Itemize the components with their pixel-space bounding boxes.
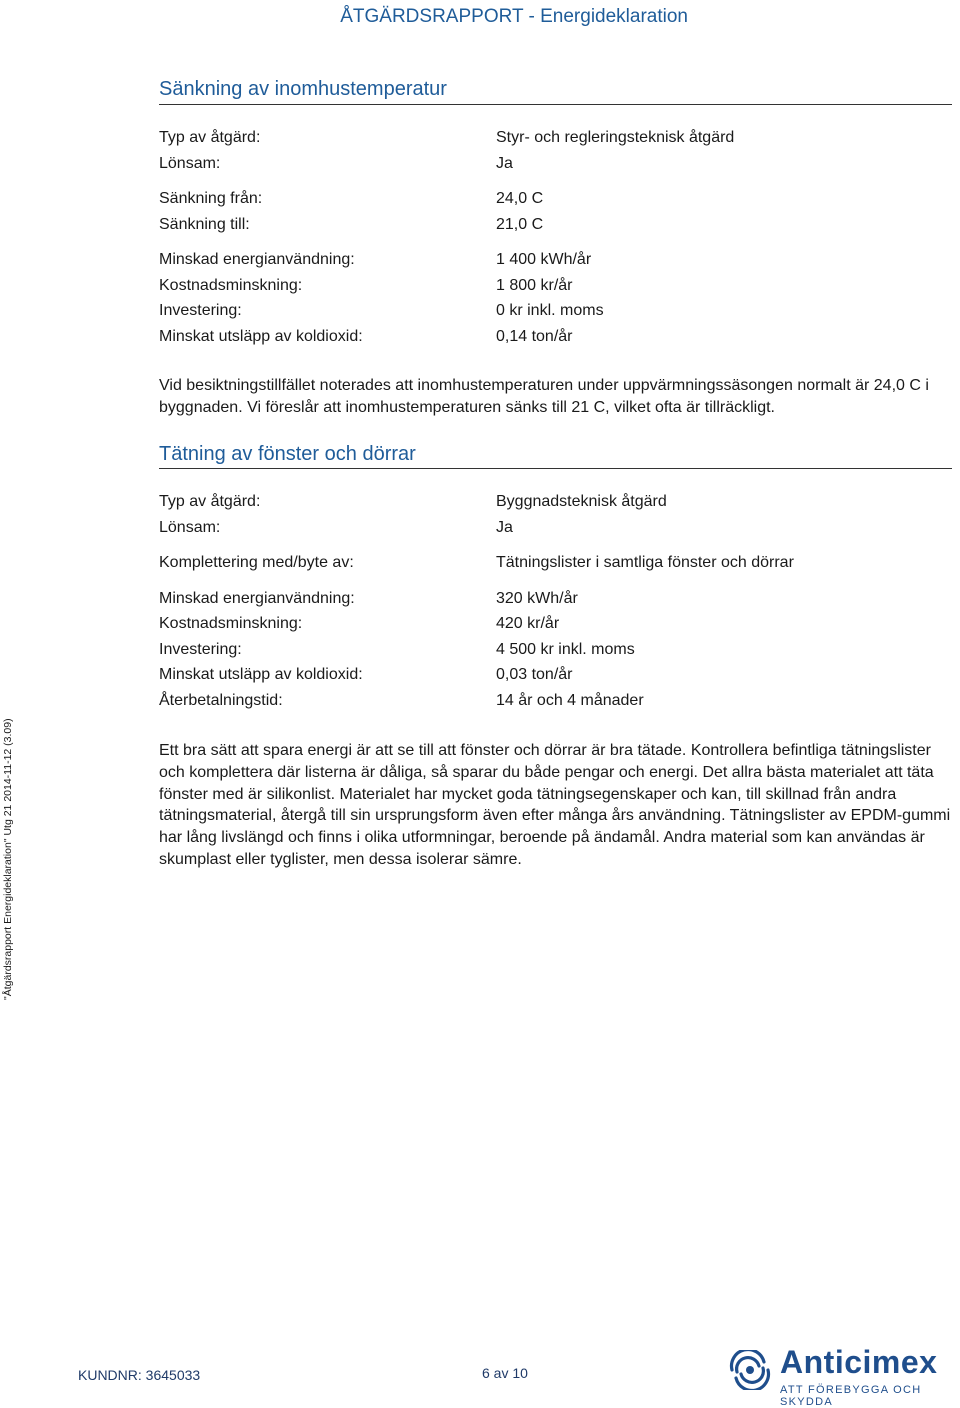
detail-value: 0,03 ton/år bbox=[496, 666, 573, 683]
detail-label: Komplettering med/byte av: bbox=[159, 554, 354, 571]
detail-value: Ja bbox=[496, 518, 513, 536]
detail-row bbox=[159, 125, 952, 151]
detail-value: 1 400 kWh/år bbox=[496, 251, 592, 268]
detail-label: Minskad energianvändning: bbox=[159, 589, 355, 607]
detail-row bbox=[159, 324, 952, 350]
anticimex-logo bbox=[728, 1344, 956, 1408]
detail-label: Investering: bbox=[159, 302, 242, 319]
section-divider bbox=[159, 468, 952, 469]
detail-value: Styr- och regleringsteknisk åtgärd bbox=[496, 129, 735, 146]
measure-details-sealing bbox=[159, 489, 952, 713]
detail-row bbox=[159, 662, 952, 688]
detail-label: Kostnadsminskning: bbox=[159, 276, 303, 294]
detail-label: Minskat utsläpp av koldioxid: bbox=[159, 666, 363, 683]
detail-value: 24,0 C bbox=[496, 190, 544, 207]
detail-value: 4 500 kr inkl. moms bbox=[496, 640, 635, 658]
customer-number: KUNDNR: 3645033 bbox=[78, 1367, 201, 1383]
detail-value: 1 800 kr/år bbox=[496, 276, 573, 294]
logo-tagline: ATT FÖREBYGGA OCH SKYDDA bbox=[780, 1384, 922, 1408]
detail-label: Lönsam: bbox=[159, 154, 221, 172]
detail-row bbox=[159, 688, 952, 714]
detail-row bbox=[159, 298, 952, 324]
detail-label: Sänkning till: bbox=[159, 215, 250, 233]
sidebar-version-text: "Åtgärdsrapport Energideklaration" Utg 21 2014-11-12 (3.09) bbox=[2, 718, 14, 1000]
section-title-sealing: Tätning av fönster och dörrar bbox=[159, 443, 416, 465]
detail-row bbox=[159, 637, 952, 663]
detail-value: 320 kWh/år bbox=[496, 589, 578, 607]
anticimex-logo-icon bbox=[728, 1350, 772, 1390]
page-number: 6 av 10 bbox=[482, 1365, 528, 1381]
detail-label: Typ av åtgärd: bbox=[159, 493, 261, 510]
detail-row bbox=[159, 247, 952, 273]
detail-label: Minskad energianvändning: bbox=[159, 251, 355, 268]
detail-value: 21,0 C bbox=[496, 215, 544, 233]
detail-row bbox=[159, 611, 952, 637]
detail-value: 0,14 ton/år bbox=[496, 327, 573, 345]
detail-row bbox=[159, 151, 952, 177]
detail-row bbox=[159, 550, 952, 576]
detail-label: Typ av åtgärd: bbox=[159, 129, 261, 146]
detail-value: Ja bbox=[496, 154, 513, 172]
detail-row bbox=[159, 489, 952, 515]
detail-row bbox=[159, 273, 952, 299]
detail-value: 420 kr/år bbox=[496, 615, 560, 632]
report-title: ÅTGÄRDSRAPPORT - Energideklaration bbox=[340, 6, 688, 27]
logo-wordmark: Anticimex bbox=[780, 1344, 938, 1380]
detail-value: 0 kr inkl. moms bbox=[496, 302, 604, 319]
section-description-temperature: Vid besiktningstillfället noterades att inomhustemperaturen under uppvärmningssäsongen normalt är 24,0 C i byggnaden. Vi föreslår att inomhustemperaturen sänks till 21 C, vilket ofta är tillräckligt. bbox=[159, 377, 929, 416]
detail-label: Investering: bbox=[159, 640, 242, 658]
detail-label: Återbetalningstid: bbox=[159, 691, 283, 709]
section-divider bbox=[159, 104, 952, 105]
detail-value: Tätningslister i samtliga fönster och dörrar bbox=[496, 554, 794, 571]
detail-value: Byggnadsteknisk åtgärd bbox=[496, 493, 667, 510]
measure-details-temperature bbox=[159, 125, 952, 349]
detail-label: Kostnadsminskning: bbox=[159, 615, 303, 632]
detail-row bbox=[159, 186, 952, 212]
detail-label: Sänkning från: bbox=[159, 190, 263, 207]
detail-row bbox=[159, 586, 952, 612]
section-description-sealing: Ett bra sätt att spara energi är att se till att fönster och dörrar är bra tätade. Kontrollera befintliga tätningslister och komplettera där listerna är dåliga, så sparar du både pengar och energi. Det allra bästa materialet att täta fönster med är silikonlist. Materialet har mycket goda tätningsegenskaper och kan, till skillnad från andra tätningsmaterial, återgå till sin ursprungsform även efter många års användning. Tätningslister av EPDM-gummi har lång livslängd och finns i olika utformningar, beroende på ändamål. Andra material som kan användas är skumplast eller tyglister, men dessa isolerar sämre. bbox=[159, 742, 951, 868]
detail-label: Minskat utsläpp av koldioxid: bbox=[159, 327, 363, 345]
detail-value: 14 år och 4 månader bbox=[496, 691, 644, 709]
section-title-temperature: Sänkning av inomhustemperatur bbox=[159, 78, 447, 100]
detail-row bbox=[159, 515, 952, 541]
detail-row bbox=[159, 212, 952, 238]
detail-label: Lönsam: bbox=[159, 518, 221, 536]
